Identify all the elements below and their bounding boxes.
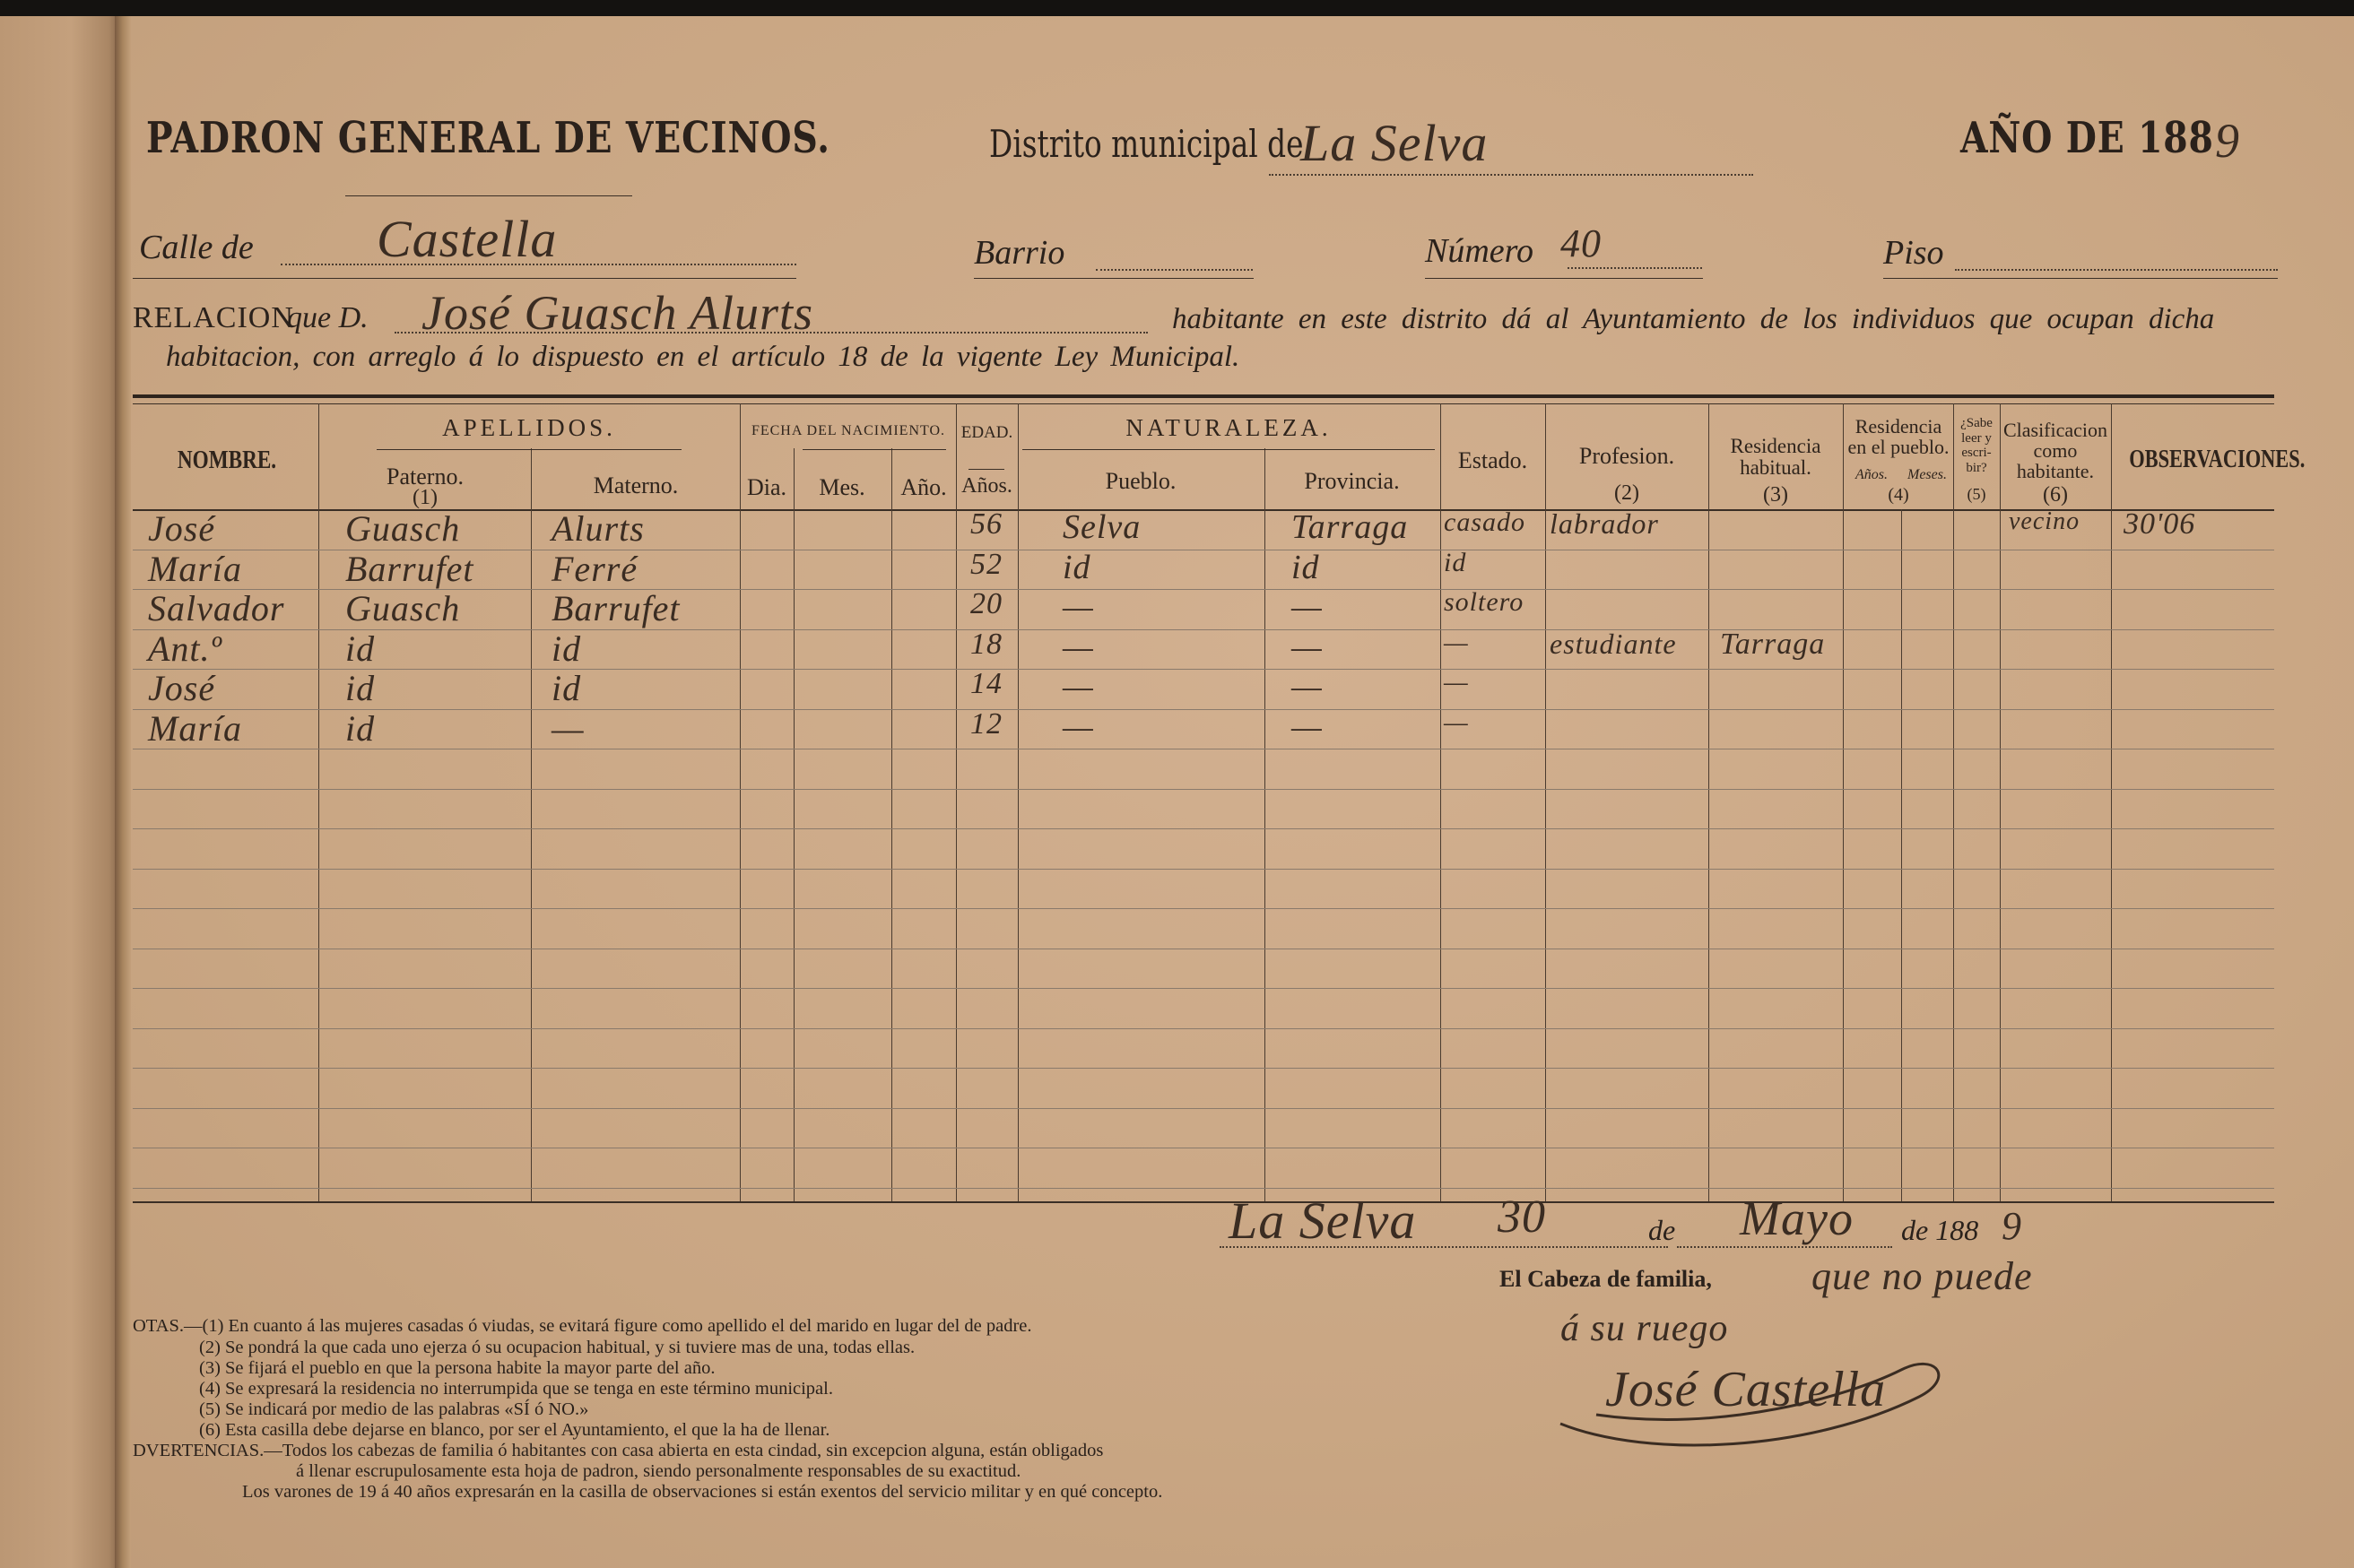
col-edad: EDAD.	[960, 423, 1013, 442]
piso-underline	[1883, 278, 2278, 279]
page-title: PADRON GENERAL DE VECINOS.	[146, 113, 830, 163]
distrito-dotline	[1269, 174, 1753, 176]
cell-pueblo: —	[1063, 588, 1094, 626]
cabeza-label: El Cabeza de familia,	[1499, 1266, 1712, 1292]
col-pueblo: Pueblo.	[1105, 468, 1177, 494]
cell-paterno: id	[345, 628, 376, 669]
row-line	[133, 789, 2274, 790]
cell-paterno: Barrufet	[345, 548, 474, 589]
piso-label: Piso	[1883, 234, 1944, 272]
col-line	[1901, 509, 1902, 1201]
census-sheet	[0, 16, 2354, 1568]
cell-nombre: María	[148, 707, 242, 749]
cell-materno: —	[552, 707, 585, 749]
cell-paterno: Guasch	[345, 588, 461, 628]
col-line	[794, 448, 795, 1201]
cell-provincia: —	[1291, 628, 1323, 666]
numero-label: Número	[1425, 232, 1534, 270]
footer-place: La Selva	[1229, 1191, 1417, 1250]
row-line	[133, 709, 2274, 710]
cell-materno: Alurts	[552, 508, 645, 549]
col-apellidos: APELLIDOS.	[442, 414, 616, 441]
cell-profesion: estudiante	[1550, 627, 1677, 660]
cell-provincia: —	[1291, 668, 1323, 706]
relacion-line1: habitante en este distrito dá al Ayuntamiento de los individuos que ocupan dicha	[1172, 303, 2215, 335]
col-dia: Dia.	[746, 474, 787, 500]
col-line	[1545, 403, 1546, 1201]
cell-nombre: Salvador	[148, 588, 285, 628]
cell-nombre: María	[148, 548, 242, 589]
cell-materno: id	[552, 628, 582, 669]
row-line	[133, 1108, 2274, 1109]
col-paterno: Paterno.	[387, 463, 464, 489]
cell-nombre: José	[148, 668, 216, 708]
col-anio: Año.	[900, 474, 947, 500]
cell-clasif: vecino	[2009, 507, 2080, 535]
distrito-value: La Selva	[1300, 114, 1489, 172]
left-page-edge	[0, 16, 118, 1568]
note-line: (4) Se expresará la residencia no interrumpida que se tenga en este término municipal.	[199, 1379, 833, 1399]
col-clasificacion: Clasificacion como habitante.	[2002, 419, 2108, 483]
note-line: (3) Se fijará el pueblo en que la persona habite la mayor parte del año.	[199, 1358, 716, 1378]
col-paterno-n: (1)	[413, 486, 438, 509]
apellidos-rule	[377, 449, 682, 450]
relacion-prefix: RELACION	[133, 301, 294, 334]
col-clasificacion-n: (6)	[2043, 483, 2068, 507]
barrio-label: Barrio	[974, 234, 1065, 272]
row-line	[133, 869, 2274, 870]
note-line: DVERTENCIAS.—Todos los cabezas de familia ó habitantes con casa abierta en esta cindad, sin excepcion alguna, están obligados	[133, 1441, 1104, 1460]
cell-estado: —	[1444, 667, 1469, 697]
col-anios: Años.	[961, 474, 1012, 498]
cell-edad: 12	[970, 706, 1003, 741]
anio-label: AÑO DE 188	[1960, 113, 2214, 163]
col-line	[891, 448, 892, 1201]
col-nombre: NOMBRE.	[177, 446, 277, 474]
cell-materno: Ferré	[552, 548, 638, 589]
calle-label: Calle de	[139, 229, 254, 266]
col-line	[1953, 403, 1954, 1201]
cabeza-note2: á su ruego	[1560, 1308, 1729, 1349]
cell-materno: id	[552, 668, 582, 708]
calle-underline	[133, 278, 796, 279]
cell-edad: 52	[970, 547, 1003, 581]
col-line	[956, 403, 957, 1201]
piso-dotline	[1955, 269, 2278, 271]
col-res-pueblo: Residencia en el pueblo.	[1847, 415, 1950, 459]
distrito-label: Distrito municipal de	[989, 122, 1304, 166]
naturaleza-rule	[1022, 449, 1435, 450]
cell-materno: Barrufet	[552, 588, 681, 628]
row-line	[133, 908, 2274, 909]
edad-rule	[969, 469, 1004, 470]
footer-year-digit: 9	[2002, 1204, 2022, 1248]
row-line	[133, 1068, 2274, 1069]
relacion-line2: habitacion, con arreglo á lo dispuesto en el artículo 18 de la vigente Ley Municipal.	[166, 341, 1240, 373]
col-naturaleza: NATURALEZA.	[1125, 414, 1332, 441]
cell-pueblo: id	[1063, 548, 1091, 586]
cell-edad: 56	[970, 507, 1003, 541]
cell-nombre: José	[148, 508, 216, 549]
col-residencia-n: (3)	[1763, 483, 1788, 507]
cell-paterno: id	[345, 707, 376, 749]
col-line	[740, 403, 741, 1201]
col-line	[531, 448, 532, 1201]
footer-month-dotline	[1677, 1246, 1892, 1248]
footer-month: Mayo	[1740, 1191, 1854, 1245]
barrio-underline	[974, 278, 1254, 279]
table-bottom-border	[133, 1201, 2274, 1203]
col-estado: Estado.	[1457, 447, 1528, 473]
fecha-rule	[803, 449, 946, 450]
footer-de: de	[1648, 1214, 1676, 1246]
col-materno: Materno.	[593, 472, 679, 498]
col-profesion-n: (2)	[1614, 481, 1639, 505]
signature-flourish	[1542, 1334, 1973, 1460]
cell-paterno: Guasch	[345, 508, 461, 549]
col-sabe: ¿Sabe leer y escri-bir?	[1960, 416, 1993, 475]
col-res-anios: Años.	[1855, 467, 1888, 482]
cell-residencia: Tarraga	[1720, 627, 1826, 661]
cell-estado: —	[1444, 706, 1469, 737]
cell-edad: 18	[970, 627, 1003, 661]
col-line	[1843, 403, 1844, 1201]
col-res-meses: Meses.	[1907, 467, 1947, 482]
col-residencia: Residencia habitual.	[1730, 435, 1821, 480]
calle-value: Castella	[377, 210, 558, 268]
cell-provincia: Tarraga	[1291, 508, 1409, 546]
cell-estado: soltero	[1444, 587, 1524, 617]
book-spine	[115, 16, 131, 1568]
col-fecha: FECHA DEL NACIMIENTO.	[751, 423, 946, 438]
col-line	[318, 403, 319, 1201]
anio-digit: 9	[2215, 114, 2240, 168]
col-provincia: Provincia.	[1304, 468, 1400, 494]
barrio-dotline	[1096, 269, 1253, 271]
row-line	[133, 669, 2274, 670]
cell-edad: 14	[970, 667, 1003, 700]
col-line	[1264, 448, 1265, 1201]
table-top-border	[133, 394, 2274, 398]
cabeza-note1: que no puede	[1811, 1254, 2033, 1298]
col-sabe-n: (5)	[1967, 485, 1986, 503]
numero-value: 40	[1560, 221, 1602, 265]
col-line	[1708, 403, 1709, 1201]
cell-estado: —	[1444, 627, 1469, 657]
cell-pueblo: Selva	[1063, 508, 1142, 546]
note-line: (5) Se indicará por medio de las palabras «SÍ ó NO.»	[199, 1399, 589, 1419]
cell-estado: id	[1444, 547, 1467, 577]
note-line: (2) Se pondrá la que cada uno ejerza ó su ocupacion habitual, y si tuviere mas de una, todas ellas.	[199, 1338, 916, 1357]
cell-estado: casado	[1444, 507, 1525, 537]
cell-pueblo: —	[1063, 668, 1094, 706]
cell-obs: 30'06	[2124, 507, 2196, 541]
col-observaciones: OBSERVACIONES.	[2129, 446, 2306, 473]
row-line	[133, 988, 2274, 989]
title-underline	[345, 195, 632, 196]
footer-de-year: de 188	[1901, 1214, 1979, 1246]
col-mes: Mes.	[819, 474, 865, 500]
relacion-name: José Guasch Alurts	[421, 286, 813, 340]
numero-dotline	[1568, 267, 1702, 269]
cell-paterno: id	[345, 668, 376, 708]
col-profesion: Profesion.	[1578, 443, 1675, 469]
cell-profesion: labrador	[1550, 507, 1659, 540]
cell-nombre: Ant.º	[148, 628, 222, 669]
note-line: OTAS.—(1) En cuanto á las mujeres casadas ó viudas, se evitará figure como apellido el del marido en lugar del de padre.	[133, 1316, 1032, 1336]
row-line	[133, 828, 2274, 829]
cell-pueblo: —	[1063, 707, 1094, 746]
signature: José Castella	[1605, 1362, 1887, 1417]
footer-day: 30	[1498, 1191, 1546, 1243]
cell-provincia: id	[1291, 548, 1320, 586]
cell-provincia: —	[1291, 707, 1323, 746]
cell-provincia: —	[1291, 588, 1323, 626]
cell-pueblo: —	[1063, 628, 1094, 666]
numero-underline	[1425, 278, 1703, 279]
col-line	[1018, 403, 1019, 1201]
col-line	[2111, 403, 2112, 1201]
row-line	[133, 1028, 2274, 1029]
row-line	[133, 1188, 2274, 1189]
note-line: Los varones de 19 á 40 años expresarán en la casilla de observaciones si están exentos del servicio militar y en qué concepto.	[242, 1482, 1163, 1502]
relacion-que: que D.	[287, 301, 369, 334]
cell-edad: 20	[970, 587, 1003, 620]
col-line	[2000, 403, 2001, 1201]
note-line: á llenar escrupulosamente esta hoja de padron, siendo personalmente responsables de su exactitud.	[296, 1461, 1021, 1481]
note-line: (6) Esta casilla debe dejarse en blanco, por ser el Ayuntamiento, el que la ha de llenar.	[199, 1420, 830, 1440]
col-res-n: (4)	[1888, 485, 1909, 505]
col-line	[1440, 403, 1441, 1201]
